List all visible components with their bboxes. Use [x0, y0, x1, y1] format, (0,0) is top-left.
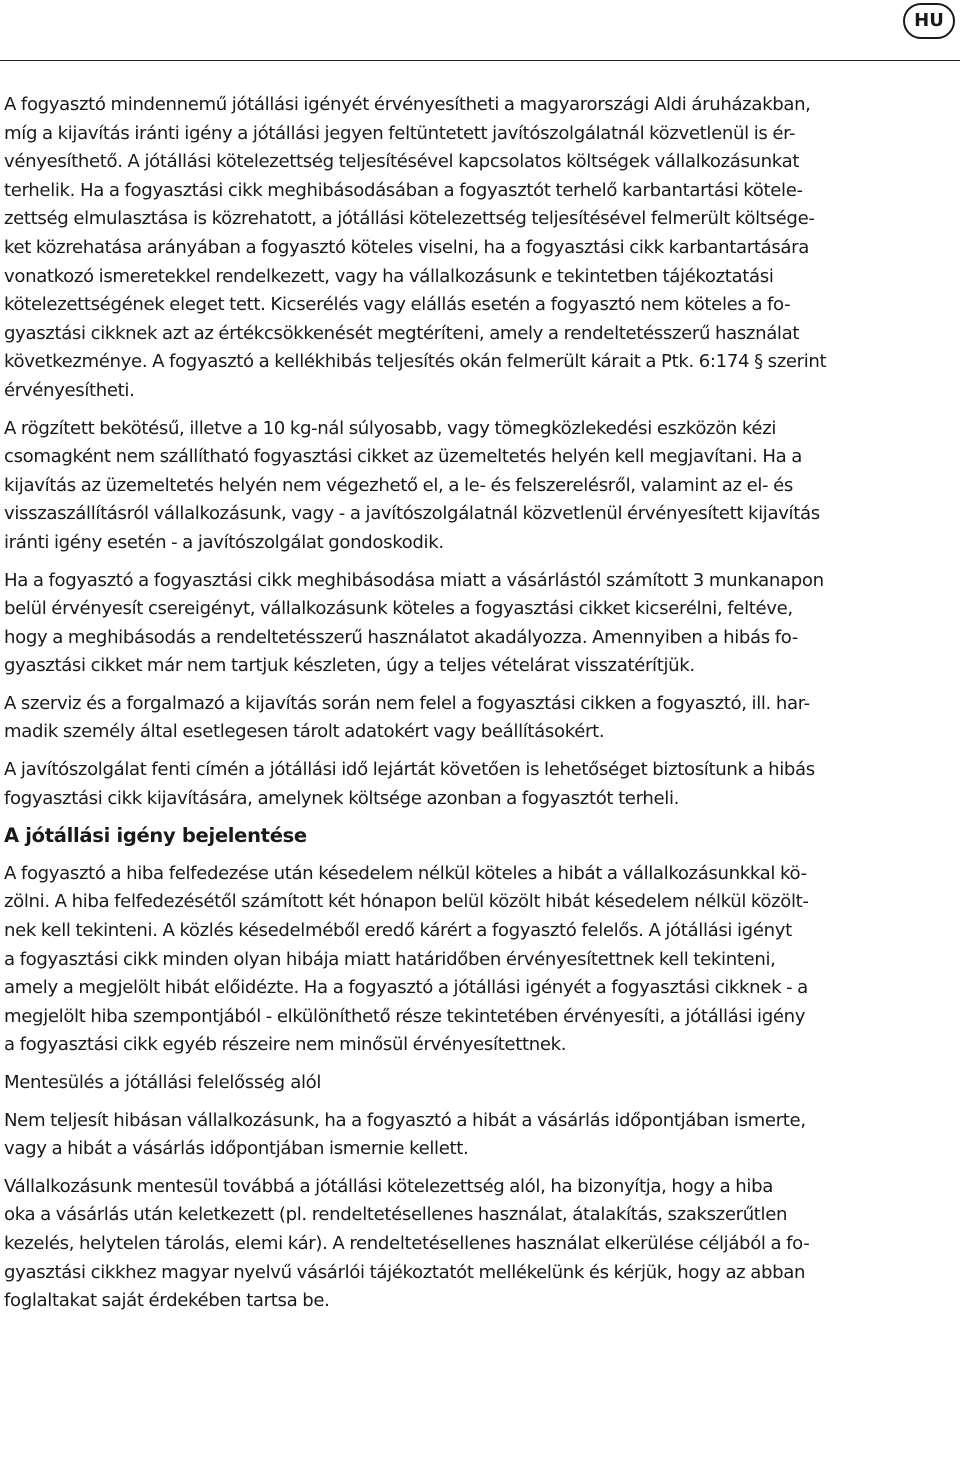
text-line: nek kell tekinteni. A közlés késedelméből eredő kárért a fogyasztó felelős. A jótállási igényt	[4, 920, 792, 942]
text-line: belül érvényesít csereigényt, vállalkozásunk köteles a fogyasztási cikket kicserélni, feltéve,	[4, 598, 793, 620]
text-line: csomagként nem szállítható fogyasztási cikket az üzemeltetés helyén kell megjavítani. Ha a	[4, 446, 802, 468]
text-line: érvényesítheti.	[4, 379, 135, 401]
text-line: Nem teljesít hibásan vállalkozásunk, ha a fogyasztó a hibát a vásárlás időpontjában ismerte,	[4, 1109, 806, 1131]
text-line: fogyasztási cikk kijavítására, amelynek költsége azonban a fogyasztót terheli.	[4, 787, 680, 809]
text-line: A javítószolgálat fenti címén a jótállási idő lejártát követően is lehetőséget biztosítunk a hibás	[4, 759, 815, 781]
language-badge: HU	[903, 3, 955, 39]
text-line: A fogyasztó a hiba felfedezése után késedelem nélkül köteles a hibát a vállalkozásunkkal kö-	[4, 862, 807, 884]
text-line: zölni. A hiba felfedezésétől számított két hónapon belül közölt hibát késedelem nélkül közölt-	[4, 891, 809, 913]
text-line: foglaltakat saját érdekében tartsa be.	[4, 1290, 330, 1312]
text-line: Ha a fogyasztó a fogyasztási cikk meghibásodása miatt a vásárlástól számított 3 munkanapon	[4, 569, 824, 591]
text-line: a fogyasztási cikk egyéb részeire nem minősül érvényesítettnek.	[4, 1034, 567, 1056]
text-line: iránti igény esetén - a javítószolgálat gondoskodik.	[4, 531, 444, 553]
sub-heading: Mentesülés a jótállási felelősség alól	[4, 1072, 322, 1093]
section-heading: A jótállási igény bejelentése	[4, 824, 307, 848]
text-line: gyasztási cikkhez magyar nyelvű vásárlói tájékoztatót mellékelünk és kérjük, hogy az abban	[4, 1261, 806, 1283]
paragraph	[4, 690, 956, 747]
paragraph	[4, 1173, 956, 1316]
text-line: oka a vásárlás után keletkezett (pl. rendeltetésellenes használat, átalakítás, szakszerűtlen	[4, 1204, 788, 1226]
text-line: kötelezettségének eleget tett. Kicserélés vagy elállás esetén a fogyasztó nem köteles a fo-	[4, 294, 791, 316]
text-line: A szerviz és a forgalmazó a kijavítás során nem felel a fogyasztási cikken a fogyasztó, ill. har-	[4, 692, 810, 714]
text-line: vényesíthető. A jótállási kötelezettség teljesítésével kapcsolatos költségek vállalkozásunkat	[4, 151, 800, 173]
text-line: hogy a meghibásodás a rendeltetésszerű használatot akadályozza. Amennyiben a hibás fo-	[4, 626, 798, 648]
paragraph	[4, 1107, 956, 1164]
text-line: gyasztási cikket már nem tartjuk készleten, úgy a teljes vételárat visszatérítjük.	[4, 655, 695, 677]
paragraph	[4, 860, 956, 1060]
paragraph	[4, 415, 956, 558]
text-line: zettség elmulasztása is közrehatott, a jótállási kötelezettség teljesítésével felmerült költsége-	[4, 208, 815, 230]
paragraph	[4, 567, 956, 681]
text-line: amely a megjelölt hibát előidézte. Ha a fogyasztó a jótállási igényét a fogyasztási cikknek - a	[4, 977, 808, 999]
text-line: vagy a hibát a vásárlás időpontjában ismernie kellett.	[4, 1138, 469, 1160]
text-line: megjelölt hiba szempontjából - elkülöníthető része tekintetében érvényesíti, a jótállási igény	[4, 1005, 806, 1027]
text-line: terhelik. Ha a fogyasztási cikk meghibásodásában a fogyasztót terhelő karbantartási kötele-	[4, 179, 803, 201]
text-line: kezelés, helytelen tárolás, elemi kár). A rendeltetésellenes használat elkerülése céljából a fo-	[4, 1232, 810, 1254]
text-line: Vállalkozásunk mentesül továbbá a jótállási kötelezettség alól, ha bizonyítja, hogy a hiba	[4, 1175, 773, 1197]
text-line: míg a kijavítás iránti igény a jótállási jegyen feltüntetett javítószolgálatnál közvetlenül is ér-	[4, 122, 796, 144]
paragraph	[4, 91, 956, 406]
header-divider	[0, 60, 960, 61]
text-line: A fogyasztó mindennemű jótállási igényét érvényesítheti a magyarországi Aldi áruházakban,	[4, 94, 811, 115]
paragraph	[4, 756, 956, 813]
text-line: következménye. A fogyasztó a kellékhibás teljesítés okán felmerült kárait a Ptk. 6:174 § szerint	[4, 351, 827, 373]
text-line: madik személy által esetlegesen tárolt adatokért vagy beállításokért.	[4, 721, 605, 743]
text-line: vonatkozó ismeretekkel rendelkezett, vagy ha vállalkozásunk e tekintetben tájékoztatási	[4, 265, 774, 287]
text-line: gyasztási cikknek azt az értékcsökkenését megtéríteni, amely a rendeltetésszerű használat	[4, 322, 800, 344]
text-line: A rögzített bekötésű, illetve a 10 kg-nál súlyosabb, vagy tömegközlekedési eszközön kézi	[4, 417, 777, 439]
document-body	[4, 91, 956, 1325]
text-line: a fogyasztási cikk minden olyan hibája miatt határidőben érvényesítettnek kell tekinteni,	[4, 948, 776, 970]
text-line: ket közrehatása arányában a fogyasztó köteles viselni, ha a fogyasztási cikk karbantartására	[4, 236, 809, 258]
text-line: visszaszállításról vállalkozásunk, vagy - a javítószolgálatnál közvetlenül érvényesített kijavítás	[4, 503, 820, 525]
text-line: kijavítás az üzemeltetés helyén nem végezhető el, a le- és felszerelésről, valamint az el- és	[4, 474, 793, 496]
